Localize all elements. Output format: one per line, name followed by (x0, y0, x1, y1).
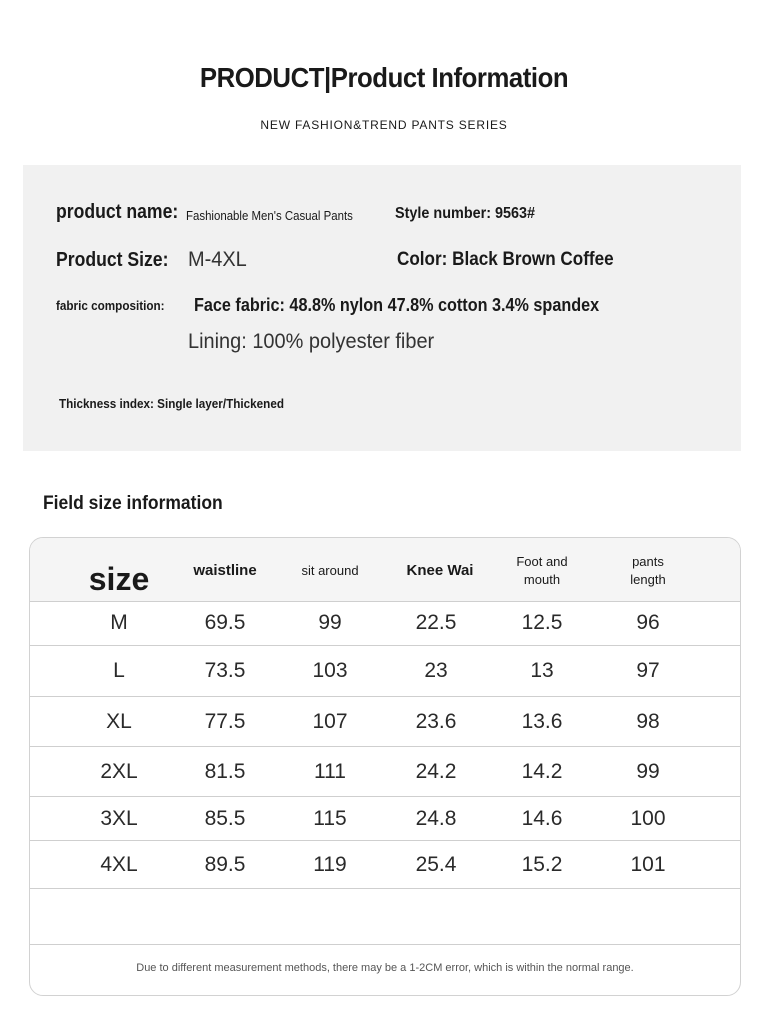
product-name-label: product name: (56, 201, 179, 223)
face-fabric: Face fabric: 48.8% nylon 47.8% cotton 3.4% spandex (194, 295, 600, 315)
pants-length-cell: 99 (636, 759, 660, 783)
knee-cell: 22.5 (415, 611, 457, 634)
table-row (30, 646, 740, 697)
column-header: waistline (193, 561, 257, 579)
table-row (30, 601, 740, 646)
sit-around-cell: 111 (314, 759, 346, 783)
page-title: PRODUCT|Product Information (199, 62, 569, 93)
product-name-value: Fashionable Men's Casual Pants (186, 208, 353, 223)
waistline-cell: 85.5 (204, 806, 246, 830)
table-row (30, 747, 740, 797)
sit-around-cell: 107 (312, 709, 348, 733)
table-header-row (30, 538, 740, 602)
style-number: Style number: 9563# (395, 205, 536, 222)
column-header: Foot and mouth (516, 553, 568, 587)
column-header: Knee Wai (406, 561, 474, 579)
product-size-label: Product Size: (56, 249, 169, 271)
foot-mouth-cell: 13 (530, 659, 554, 682)
pants-length-cell: 96 (636, 611, 660, 634)
table-row (30, 697, 740, 747)
measurement-note: Due to different measurement methods, there may be a 1-2CM error, which is within the normal range. (136, 962, 634, 974)
waistline-cell: 89.5 (204, 852, 246, 876)
waistline-cell: 73.5 (204, 659, 246, 682)
pants-length-cell: 98 (636, 709, 660, 733)
waistline-cell: 69.5 (204, 611, 246, 634)
column-header: pants length (630, 553, 666, 587)
size-table (29, 537, 741, 996)
pants-length-cell: 101 (630, 852, 666, 876)
size-section-title: Field size information (43, 493, 223, 514)
sit-around-cell: 119 (313, 852, 347, 876)
lining: Lining: 100% polyester fiber (188, 330, 435, 353)
waistline-cell: 81.5 (204, 759, 246, 783)
table-row (30, 797, 740, 841)
size-cell: 2XL (100, 759, 138, 783)
fabric-composition-label: fabric composition: (56, 298, 165, 313)
product-info-panel (23, 165, 741, 451)
size-cell: 4XL (100, 852, 138, 876)
knee-cell: 25.4 (415, 852, 457, 876)
pants-length-cell: 97 (636, 659, 660, 682)
table-row (30, 841, 740, 889)
pants-length-cell: 100 (630, 806, 666, 830)
size-cell: 3XL (100, 806, 138, 830)
color-info: Color: Black Brown Coffee (397, 249, 614, 270)
sit-around-cell: 99 (318, 611, 342, 634)
foot-mouth-cell: 15.2 (521, 852, 563, 876)
knee-cell: 23 (424, 659, 448, 682)
foot-mouth-cell: 14.6 (521, 806, 563, 830)
knee-cell: 24.8 (415, 806, 457, 830)
thickness-index: Thickness index: Single layer/Thickened (59, 396, 284, 411)
sit-around-cell: 103 (312, 659, 348, 682)
column-header: sit around (301, 562, 359, 578)
knee-cell: 24.2 (415, 759, 457, 783)
product-size-value: M-4XL (188, 248, 247, 271)
waistline-cell: 77.5 (204, 709, 246, 733)
foot-mouth-cell: 13.6 (521, 709, 563, 733)
size-cell: M (110, 611, 128, 634)
knee-cell: 23.6 (415, 709, 457, 733)
sit-around-cell: 115 (313, 806, 347, 830)
foot-mouth-cell: 12.5 (521, 611, 563, 634)
table-row-empty (30, 889, 740, 945)
page-subtitle: NEW FASHION&TREND PANTS SERIES (260, 118, 508, 132)
column-header: size (88, 560, 150, 597)
size-cell: L (113, 659, 125, 682)
size-cell: XL (106, 709, 132, 733)
foot-mouth-cell: 14.2 (521, 759, 563, 783)
